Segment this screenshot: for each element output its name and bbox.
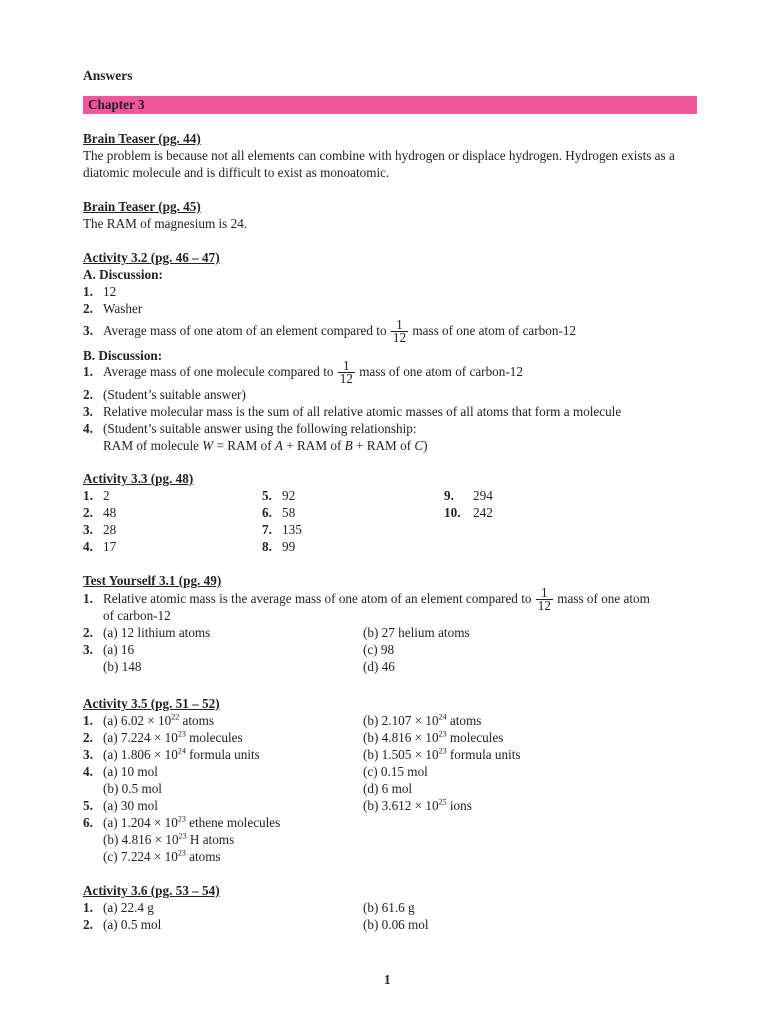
section-heading: Activity 3.2 (pg. 46 – 47) bbox=[83, 250, 220, 265]
item-text: of carbon-12 bbox=[103, 608, 171, 623]
list-item bbox=[262, 521, 432, 538]
section-heading: Brain Teaser (pg. 45) bbox=[83, 199, 201, 214]
list-item-continuation bbox=[83, 607, 697, 624]
answer-text: The RAM of magnesium is 24. bbox=[83, 216, 248, 231]
activity-3-2 bbox=[83, 249, 697, 454]
item-number: 5. bbox=[83, 798, 93, 813]
relationship-line bbox=[83, 437, 697, 454]
list-item bbox=[83, 504, 253, 521]
list-item bbox=[262, 487, 432, 504]
item-number: 1. bbox=[83, 900, 93, 915]
list-item bbox=[83, 712, 697, 729]
brain-teaser-44 bbox=[83, 130, 697, 181]
answer-a: (a) $1.204 \times 10^{23}$ ethene molecules bbox=[103, 814, 281, 830]
item-number: 4. bbox=[83, 421, 93, 436]
list-item bbox=[83, 729, 697, 746]
item-number: 4. bbox=[83, 539, 93, 554]
denominator: 12 bbox=[339, 371, 353, 387]
list-item bbox=[83, 317, 697, 345]
item-number: 10. bbox=[444, 505, 461, 520]
item-number: 6. bbox=[83, 815, 93, 830]
section-heading: Test Yourself 3.1 (pg. 49) bbox=[83, 573, 222, 588]
item-number: 2. bbox=[83, 917, 93, 932]
chapter-banner: Chapter 3 bbox=[83, 96, 697, 114]
activity-3-6 bbox=[83, 882, 697, 933]
item-text: 17 bbox=[103, 539, 117, 554]
list-item bbox=[83, 780, 697, 797]
item-number: 1. bbox=[83, 713, 93, 728]
item-number: 3. bbox=[83, 323, 93, 338]
section-heading: Activity 3.6 (pg. 53 – 54) bbox=[83, 883, 220, 898]
item-number: 3. bbox=[83, 642, 93, 657]
answer-c: (c) 98 bbox=[363, 642, 395, 657]
list-item bbox=[262, 538, 432, 555]
text-after-fraction: mass of one atom of carbon-12 bbox=[359, 364, 523, 379]
numerator: 1 bbox=[536, 587, 553, 600]
item-text: 2 bbox=[103, 488, 110, 503]
text-before-fraction: Average mass of one molecule compared to bbox=[103, 364, 334, 379]
list-item bbox=[83, 283, 697, 300]
item-number: 2. bbox=[83, 301, 93, 316]
answer-column-3 bbox=[444, 487, 614, 521]
item-text: 242 bbox=[473, 505, 493, 520]
list-item bbox=[83, 300, 697, 317]
list-item bbox=[83, 403, 697, 420]
item-text bbox=[103, 358, 523, 386]
answer-a: (a) 16 bbox=[103, 642, 135, 657]
fraction bbox=[338, 360, 355, 385]
item-number: 7. bbox=[262, 522, 272, 537]
answer-column-1 bbox=[83, 487, 253, 555]
list-item bbox=[83, 831, 697, 848]
item-number: 2. bbox=[83, 387, 93, 402]
answer-a: (a) 12 lithium atoms bbox=[103, 625, 211, 640]
test-yourself-3-1 bbox=[83, 572, 697, 675]
denominator: 12 bbox=[537, 598, 551, 614]
item-number: 8. bbox=[262, 539, 272, 554]
item-number: 3. bbox=[83, 522, 93, 537]
part-b-label: B. Discussion: bbox=[83, 348, 163, 363]
activity-3-5 bbox=[83, 695, 697, 865]
item-number: 9. bbox=[444, 488, 454, 503]
answer-b: (b) 27 helium atoms bbox=[363, 625, 470, 640]
item-number: 5. bbox=[262, 488, 272, 503]
list-item bbox=[262, 504, 432, 521]
answer-column-2 bbox=[262, 487, 432, 555]
answer-b: (b) $3.612 \times 10^{25}$ ions bbox=[363, 797, 472, 813]
numerator: 1 bbox=[391, 319, 408, 332]
list-item bbox=[83, 746, 697, 763]
answer-a: (a) 22.4 g bbox=[103, 900, 154, 915]
item-text: (Student’s suitable answer) bbox=[103, 387, 246, 402]
answer-text: The problem is because not all elements can combine with hydrogen or displace hydrogen. Hydrogen exists as a diatomic molecule and is difficult to exist as monoatomic. bbox=[83, 148, 675, 180]
item-text: (Student’s suitable answer using the following relationship: bbox=[103, 421, 417, 436]
item-text bbox=[103, 317, 576, 345]
answer-b: (b) 0.06 mol bbox=[363, 917, 429, 932]
text-before-fraction: Average mass of one atom of an element compared to bbox=[103, 323, 387, 338]
answer-b: (b) $1.505 \times 10^{23}$ formula units bbox=[363, 746, 521, 762]
item-text: 92 bbox=[282, 488, 296, 503]
answer-b: (b) $4.816 \times 10^{23}$ molecules bbox=[363, 729, 504, 745]
list-item bbox=[83, 538, 253, 555]
list-item bbox=[444, 487, 614, 504]
item-number: 1. bbox=[83, 488, 93, 503]
list-item bbox=[83, 624, 697, 641]
item-text: Washer bbox=[103, 301, 143, 316]
list-item bbox=[83, 386, 697, 403]
answer-c: (c) $7.224 \times 10^{23}$ atoms bbox=[103, 848, 221, 864]
item-number: 3. bbox=[83, 404, 93, 419]
list-item bbox=[83, 814, 697, 831]
answer-a: (a) 0.5 mol bbox=[103, 917, 162, 932]
list-item bbox=[83, 658, 697, 675]
answer-b: (b) 148 bbox=[103, 659, 142, 674]
item-number: 2. bbox=[83, 730, 93, 745]
item-text: 135 bbox=[282, 522, 302, 537]
list-item bbox=[83, 487, 253, 504]
numerator: 1 bbox=[338, 360, 355, 373]
item-number: 1. bbox=[83, 284, 93, 299]
answer-c: (c) 0.15 mol bbox=[363, 764, 428, 779]
list-item bbox=[83, 797, 697, 814]
list-item bbox=[83, 763, 697, 780]
answer-a: (a) 30 mol bbox=[103, 798, 158, 813]
section-heading: Activity 3.3 (pg. 48) bbox=[83, 471, 194, 486]
page-title: Answers bbox=[83, 68, 133, 83]
text-after-fraction: mass of one atom of carbon-12 bbox=[412, 323, 577, 338]
text-before-fraction: Relative atomic mass is the average mass of one atom of an element compared to bbox=[103, 591, 532, 606]
fraction bbox=[391, 319, 408, 344]
list-item bbox=[83, 420, 697, 437]
answer-d: (d) 6 mol bbox=[363, 781, 413, 796]
item-text: 58 bbox=[282, 505, 296, 520]
activity-3-3 bbox=[83, 470, 697, 555]
denominator: 12 bbox=[392, 330, 407, 346]
list-item bbox=[83, 358, 697, 386]
item-number: 1. bbox=[83, 591, 93, 606]
answer-a: (a) $1.806 \times 10^{24}$ formula units bbox=[103, 746, 260, 762]
list-item bbox=[444, 504, 614, 521]
part-a-label: A. Discussion: bbox=[83, 267, 163, 282]
section-heading: Brain Teaser (pg. 44) bbox=[83, 131, 201, 146]
item-text: 12 bbox=[103, 284, 117, 299]
answer-d: (d) 46 bbox=[363, 659, 395, 674]
list-item bbox=[83, 848, 697, 865]
answer-a: (a) 10 mol bbox=[103, 764, 158, 779]
list-item bbox=[83, 899, 697, 916]
page-number: 1 bbox=[384, 972, 391, 987]
answer-a: (a) $7.224 \times 10^{23}$ molecules bbox=[103, 729, 243, 745]
item-text: Relative molecular mass is the sum of all relative atomic masses of all atoms that form a molecule bbox=[103, 404, 622, 419]
list-item bbox=[83, 521, 253, 538]
item-text: 28 bbox=[103, 522, 117, 537]
answer-b: (b) 61.6 g bbox=[363, 900, 415, 915]
item-number: 2. bbox=[83, 625, 93, 640]
item-text: 294 bbox=[473, 488, 493, 503]
list-item bbox=[83, 641, 697, 658]
item-number: 2. bbox=[83, 505, 93, 520]
answer-b: (b) $2.107 \times 10^{24}$ atoms bbox=[363, 712, 482, 728]
item-number: 6. bbox=[262, 505, 272, 520]
text-after-fraction: mass of one atom bbox=[557, 591, 650, 606]
answer-b: (b) $4.816 \times 10^{23}$ H atoms bbox=[103, 831, 235, 847]
item-number: 1. bbox=[83, 364, 93, 379]
item-number: 3. bbox=[83, 747, 93, 762]
relationship-text: RAM of molecule W = RAM of A + RAM of B + RAM of C) bbox=[103, 438, 428, 453]
brain-teaser-45 bbox=[83, 198, 697, 232]
list-item bbox=[83, 916, 697, 933]
item-number: 4. bbox=[83, 764, 93, 779]
answer-b: (b) 0.5 mol bbox=[103, 781, 162, 796]
item-text: 99 bbox=[282, 539, 296, 554]
item-text: 48 bbox=[103, 505, 117, 520]
answer-a: (a) $6.02 \times 10^{22}$ atoms bbox=[103, 712, 215, 728]
section-heading: Activity 3.5 (pg. 51 – 52) bbox=[83, 696, 220, 711]
